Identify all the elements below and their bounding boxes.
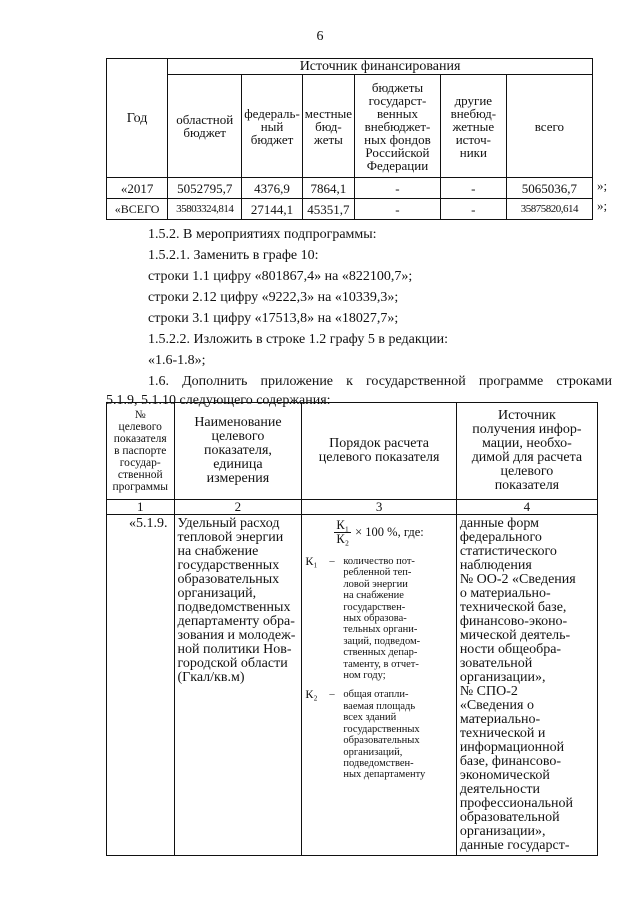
finance-table-wrapper bbox=[106, 58, 593, 220]
cell-value: - bbox=[440, 178, 506, 199]
cell-value: 35875820,614 bbox=[506, 199, 592, 220]
definition-k1 bbox=[305, 556, 452, 681]
indicator-number: «5.1.9. bbox=[107, 515, 175, 856]
finance-table bbox=[106, 58, 593, 220]
definition-k2 bbox=[305, 689, 452, 780]
col-number: 2 bbox=[174, 500, 302, 515]
paragraph-1-5-2: 1.5.2. В мероприятиях подпрограммы: bbox=[148, 227, 377, 242]
row-year: «ВСЕГО bbox=[107, 199, 168, 220]
col-header-local-budgets: местные бюд- жеты bbox=[302, 75, 354, 178]
formula-rest: × 100 %, где: bbox=[355, 525, 424, 539]
formula-numerator: К₁ bbox=[336, 518, 350, 532]
financing-source-header: Источник финансирования bbox=[168, 59, 593, 75]
definition-symbol: К₁ bbox=[305, 554, 318, 568]
col-header-number: № целевого показателя в паспорте государ- ственной программы bbox=[107, 403, 175, 500]
paragraph-1-5-2-2: 1.5.2.2. Изложить в строке 1.2 графу 5 в редакции: bbox=[148, 332, 449, 347]
definition-symbol: К₂ bbox=[305, 687, 318, 702]
cell-value: - bbox=[355, 199, 441, 220]
table-row bbox=[107, 515, 598, 856]
cell-value: 45351,7 bbox=[302, 199, 354, 220]
year-header: Год bbox=[107, 59, 168, 178]
cell-value: 7864,1 bbox=[302, 178, 354, 199]
cell-value: 35803324,814 bbox=[168, 199, 242, 220]
col-number: 1 bbox=[107, 500, 175, 515]
col-header-federal-budget: федераль- ный бюджет bbox=[242, 75, 303, 178]
row-tail-2017: »; bbox=[597, 178, 608, 193]
paragraph-line-1-6-1-8: «1.6-1.8»; bbox=[148, 353, 206, 368]
indicator-name: Удельный расход тепловой энергии на снабжение государственных образовательных организаций, подведомственных департаменту обра- зования и молодеж- ной политики Нов- городской области (Гкал/кв.м) bbox=[174, 515, 302, 856]
col-header-regional-budget: областной бюджет bbox=[168, 75, 242, 178]
cell-value: 27144,1 bbox=[242, 199, 303, 220]
cell-value: - bbox=[440, 199, 506, 220]
definition-dash: – bbox=[329, 689, 335, 701]
row-tail-total: »; bbox=[597, 198, 608, 213]
col-number: 4 bbox=[456, 500, 597, 515]
calculation-cell bbox=[302, 515, 456, 856]
cell-value: 4376,9 bbox=[242, 178, 303, 199]
definition-text: общая отапли- ваемая площадь всех зданий государственных образовательных организаций, подведомствен- ных департаменту bbox=[343, 689, 426, 781]
col-header-name: Наименование целевого показателя, единица измерения bbox=[174, 403, 302, 500]
row-year: «2017 bbox=[107, 178, 168, 199]
paragraph-line-2-12: строки 2.12 цифру «9222,3» на «10339,3»; bbox=[148, 290, 399, 305]
col-header-other-sources: другие внебюд- жетные источ- ники bbox=[440, 75, 506, 178]
paragraph-1-5-2-1: 1.5.2.1. Заменить в графе 10: bbox=[148, 248, 319, 263]
paragraph-line-3-1: строки 3.1 цифру «17513,8» на «18027,7»; bbox=[148, 311, 399, 326]
col-header-extrabudgetary-funds: бюджеты государст- венных внебюджет- ных фондов Российской Федерации bbox=[355, 75, 441, 178]
paragraph-1-6-continuation: 5.1.9, 5.1.10 следующего содержания: bbox=[106, 393, 331, 408]
indicator-table-wrapper bbox=[106, 402, 598, 856]
calculation-formula bbox=[305, 519, 452, 546]
col-header-total: всего bbox=[506, 75, 592, 178]
information-source: данные форм федерального статистического наблюдения № ОО-2 «Сведения о материально- технической базе, финансово-эконо- мической деятель- ности общеобра- зовательной организации», № СПО-2 «Сведения о материально- технической и информационной базе, финансово- экономической деятельности профессиональной образовательной организации», данные государст- bbox=[456, 515, 597, 856]
cell-value: 5052795,7 bbox=[168, 178, 242, 199]
table-row bbox=[107, 178, 593, 199]
paragraph-1-6: 1.6. Дополнить приложение к государственной программе строками bbox=[148, 374, 612, 389]
indicator-table bbox=[106, 402, 598, 856]
definition-text: количество пот- ребленной теп- ловой энергии на снабжение государствен- ных образова- тельных органи- заций, подведом- ственных депар- таменту, в отчет- ном году; bbox=[343, 556, 421, 682]
cell-value: 5065036,7 bbox=[506, 178, 592, 199]
formula-definitions bbox=[305, 556, 452, 781]
page-number: 6 bbox=[316, 29, 324, 44]
paragraph-line-1-1: строки 1.1 цифру «801867,4» на «822100,7»; bbox=[148, 269, 413, 284]
cell-value: - bbox=[355, 178, 441, 199]
col-header-calculation: Порядок расчета целевого показателя bbox=[302, 403, 456, 500]
table-row bbox=[107, 199, 593, 220]
col-number: 3 bbox=[302, 500, 456, 515]
formula-fraction bbox=[334, 519, 351, 546]
formula-denominator: К₂ bbox=[336, 532, 350, 546]
col-header-source: Источник получения инфор- мации, необхо- димой для расчета целевого показателя bbox=[456, 403, 597, 500]
definition-dash: – bbox=[329, 556, 335, 567]
